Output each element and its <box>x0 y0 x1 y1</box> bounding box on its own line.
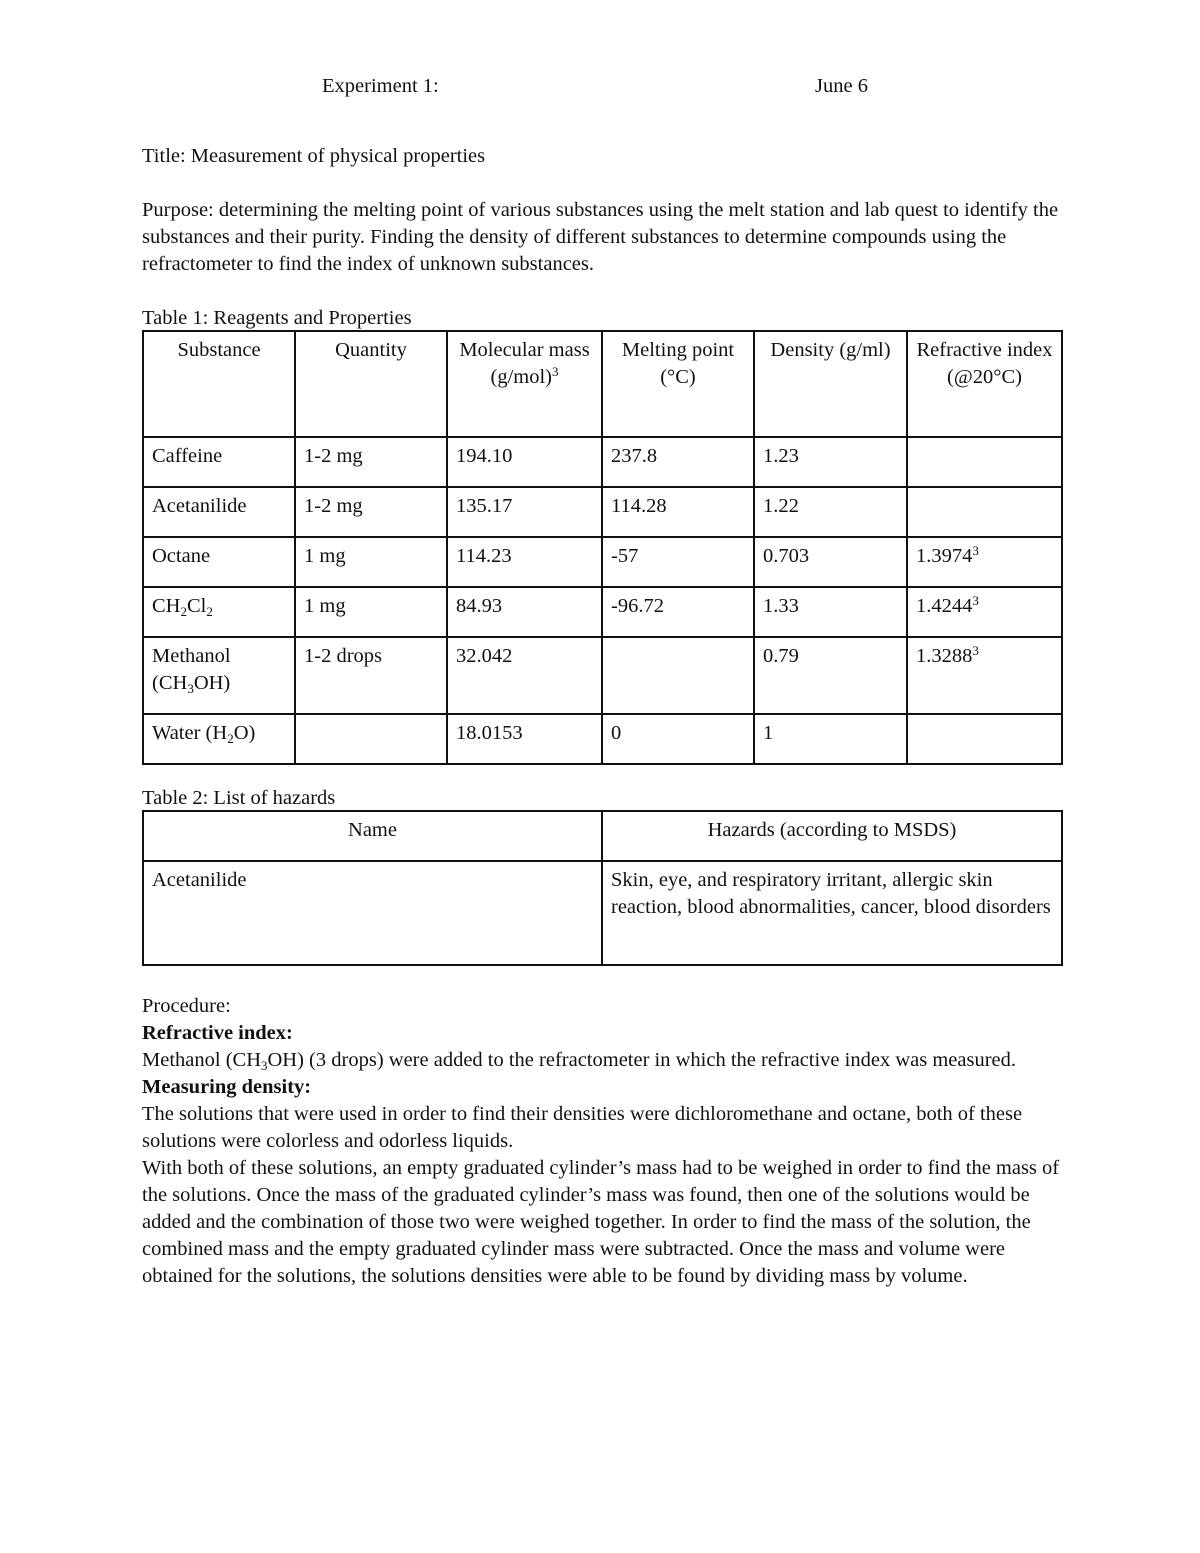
header-hazards: Hazards (according to MSDS) <box>602 811 1062 861</box>
cell-density: 0.79 <box>754 637 907 714</box>
cell-substance: Octane <box>143 537 295 587</box>
cell-refractive <box>907 537 1062 587</box>
cell-melting: 114.28 <box>602 487 754 537</box>
header-refractive-index: Refractive index (@20°C) <box>907 331 1062 437</box>
cell-refractive-value: 1.3974 <box>916 545 973 567</box>
procedure-label: Procedure: <box>142 995 231 1017</box>
substance-name: Methanol <box>152 645 231 667</box>
footnote-ref: 3 <box>972 643 979 658</box>
cell-refractive <box>907 714 1062 764</box>
table-row <box>143 861 1062 965</box>
table-row <box>143 487 1062 537</box>
cell-substance: Caffeine <box>143 437 295 487</box>
procedure-section <box>142 993 1072 1290</box>
cell-density: 1.33 <box>754 587 907 637</box>
cell-substance <box>143 637 295 714</box>
cell-melting: -57 <box>602 537 754 587</box>
cell-refractive-value: 1.3288 <box>916 645 973 667</box>
table1-caption: Table 1: Reagents and Properties <box>142 307 412 329</box>
cell-substance <box>143 587 295 637</box>
density-paragraph-2: With both of these solutions, an empty graduated cylinder’s mass had to be weighed in order to find the mass of the solutions. Once the mass of the graduated cylinder’s mass was found, then one of the solutions would be added and the combination of those two were weighed together. In order to find the mass of the solution, the combined mass and the empty graduated cylinder mass were subtracted. Once the mass and volume were obtained for the solutions, the solutions densities were able to be found by dividing mass by volume. <box>142 1157 1060 1287</box>
header-name: Name <box>143 811 602 861</box>
formula-part: OH) <box>193 672 231 694</box>
footnote-ref: 3 <box>972 593 979 608</box>
cell-quantity <box>295 714 447 764</box>
cell-melting: 0 <box>602 714 754 764</box>
cell-mass: 18.0153 <box>447 714 602 764</box>
cell-refractive <box>907 437 1062 487</box>
cell-mass: 114.23 <box>447 537 602 587</box>
table2-caption: Table 2: List of hazards <box>142 787 336 809</box>
cell-hazards: Skin, eye, and respiratory irritant, allergic skin reaction, blood abnormalities, cancer, blood disorders <box>602 861 1062 965</box>
cell-refractive-value: 1.4244 <box>916 595 973 617</box>
cell-density: 1.22 <box>754 487 907 537</box>
cell-mass: 194.10 <box>447 437 602 487</box>
cell-name: Acetanilide <box>143 861 602 965</box>
refractive-index-paragraph <box>142 1047 1072 1074</box>
header-density: Density (g/ml) <box>754 331 907 437</box>
cell-quantity: 1 mg <box>295 537 447 587</box>
header-quantity: Quantity <box>295 331 447 437</box>
cell-melting: -96.72 <box>602 587 754 637</box>
table-row <box>143 537 1062 587</box>
footnote-ref: 3 <box>552 364 559 379</box>
cell-refractive <box>907 587 1062 637</box>
header-molecular-mass-text: Molecular mass (g/mol) <box>459 339 590 388</box>
cell-quantity: 1 mg <box>295 587 447 637</box>
table-row <box>143 714 1062 764</box>
formula-subscript: 2 <box>227 731 234 746</box>
formula-subscript: 3 <box>187 681 194 696</box>
formula-subscript: 3 <box>261 1058 268 1073</box>
header-substance: Substance <box>143 331 295 437</box>
table-row <box>143 437 1062 487</box>
footnote-ref: 3 <box>972 543 979 558</box>
cell-mass: 32.042 <box>447 637 602 714</box>
formula-subscript: 2 <box>206 604 213 619</box>
cell-density: 0.703 <box>754 537 907 587</box>
cell-melting: 237.8 <box>602 437 754 487</box>
refractive-index-heading: Refractive index: <box>142 1022 293 1044</box>
cell-melting <box>602 637 754 714</box>
cell-refractive <box>907 487 1062 537</box>
purpose-paragraph: Purpose: determining the melting point of various substances using the melt station and lab quest to identify the substances and their purity. Finding the density of different substances to determine compounds using the refractometer to find the index of unknown substances. <box>142 199 1059 275</box>
formula-part: Cl <box>186 595 207 617</box>
cell-density: 1.23 <box>754 437 907 487</box>
cell-substance: Acetanilide <box>143 487 295 537</box>
table-header-row <box>143 331 1062 437</box>
table-header-row <box>143 811 1062 861</box>
cell-refractive <box>907 637 1062 714</box>
document-title: Title: Measurement of physical properties <box>142 145 486 167</box>
cell-quantity: 1-2 mg <box>295 437 447 487</box>
cell-quantity: 1-2 drops <box>295 637 447 714</box>
cell-density: 1 <box>754 714 907 764</box>
experiment-date: June 6 <box>815 75 868 97</box>
text-part: OH) (3 drops) were added to the refractometer in which the refractive index was measured. <box>267 1049 1017 1071</box>
header-melting-point: Melting point (°C) <box>602 331 754 437</box>
density-paragraph-1: The solutions that were used in order to find their densities were dichloromethane and octane, both of these solutions were colorless and odorless liquids. <box>142 1103 1023 1152</box>
formula-part: CH <box>152 595 181 617</box>
experiment-number: Experiment 1: <box>322 75 439 97</box>
formula-part: O) <box>233 722 256 744</box>
formula-part: Water (H <box>152 722 228 744</box>
table-row <box>143 587 1062 637</box>
cell-mass: 135.17 <box>447 487 602 537</box>
reagents-table <box>142 330 1063 765</box>
formula-part: (CH <box>152 672 188 694</box>
table-row <box>143 637 1062 714</box>
text-part: Methanol (CH <box>142 1049 261 1071</box>
header-molecular-mass <box>447 331 602 437</box>
cell-substance <box>143 714 295 764</box>
formula-subscript: 2 <box>180 604 187 619</box>
cell-mass: 84.93 <box>447 587 602 637</box>
cell-quantity: 1-2 mg <box>295 487 447 537</box>
measuring-density-heading: Measuring density: <box>142 1076 312 1098</box>
hazards-table <box>142 810 1063 966</box>
